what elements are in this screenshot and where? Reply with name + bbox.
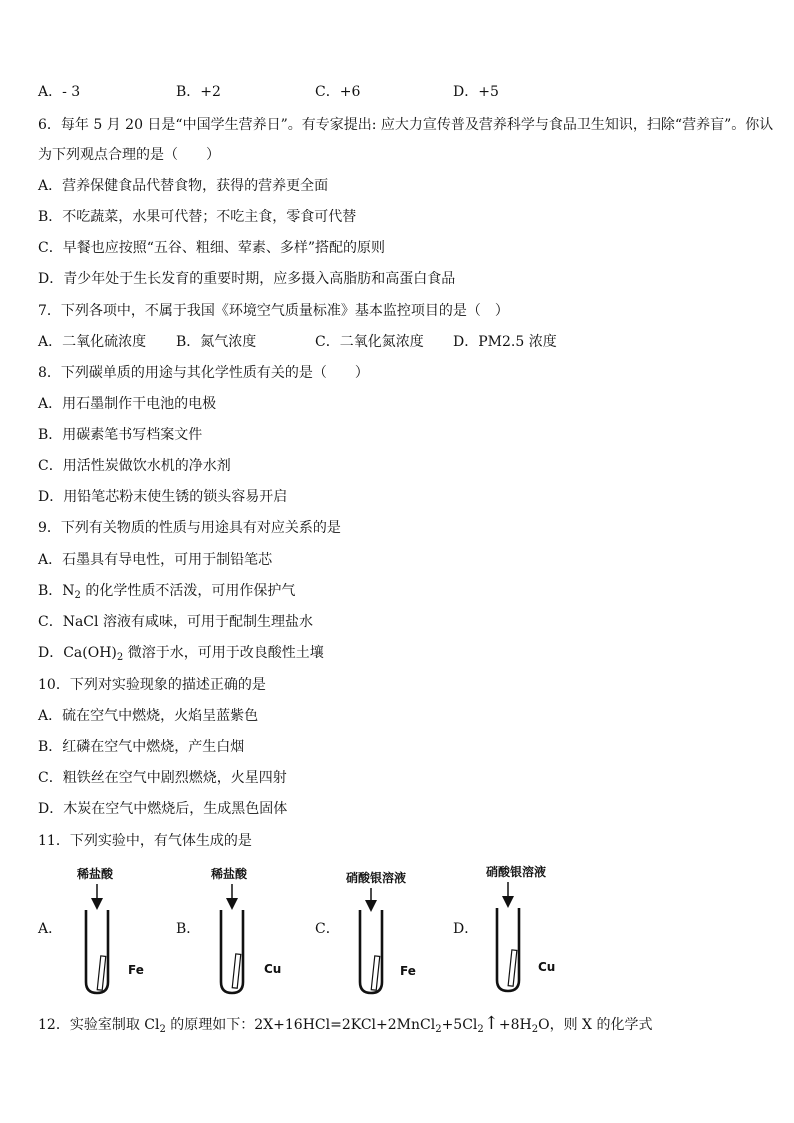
q5-option-c: C．+6 (315, 84, 361, 100)
q8-option-b: B．用碳素笔书写档案文件 (38, 427, 203, 443)
q11-stem: 11．下列实验中，有气体生成的是 (38, 833, 252, 849)
q6-option-c: C．早餐也应按照“五谷、粗细、荤素、多样”搭配的原则 (38, 240, 386, 256)
metal-strip-a (97, 956, 106, 990)
q11-panel-c (345, 870, 416, 993)
metal-strip-d (508, 950, 517, 986)
q5-option-d: D．+5 (453, 84, 499, 100)
q10-option-d: D．木炭在空气中燃烧后，生成黑色固体 (38, 801, 288, 817)
q11-panel-a-metal: Fe (128, 963, 144, 977)
q10-stem: 10．下列对实验现象的描述正确的是 (38, 677, 266, 693)
q11-panel-d (485, 864, 555, 991)
q9-stem: 9．下列有关物质的性质与用途具有对应关系的是 (38, 520, 341, 536)
q7-option-d: D．PM2.5 浓度 (453, 334, 557, 350)
q11-panel-b-metal: Cu (264, 962, 282, 976)
q7-stem: 7．下列各项中，不属于我国《环境空气质量标准》基本监控项目的是（ ） (38, 303, 509, 319)
q11-panel-c-reagent: 硝酸银溶液 (346, 871, 407, 885)
q11-panel-c-metal: Fe (400, 964, 416, 978)
q11-option-c-letter: C． (315, 921, 340, 937)
q6-option-d: D．青少年处于生长发育的重要时期，应多摄入高脂肪和高蛋白食品 (38, 271, 456, 287)
q10-option-b: B．红磷在空气中燃烧，产生白烟 (38, 739, 245, 755)
test-tube-d (497, 908, 519, 991)
q11-option-a-letter: A． (38, 921, 63, 937)
q8-option-a: A．用石墨制作干电池的电极 (38, 396, 217, 412)
q8-option-d: D．用铅笔芯粉末使生锈的锁头容易开启 (38, 489, 288, 505)
q7-option-c: C．二氧化氮浓度 (315, 334, 424, 350)
q11-option-d-letter: D． (453, 921, 479, 937)
q6-stem-line1: 6．每年 5 月 20 日是“中国学生营养日”。有专家提出: 应大力宣传普及营养科学与食品卫生知识，扫除“营养盲”。你认 (38, 117, 774, 133)
test-tube-a (86, 910, 108, 993)
q10-option-c: C．粗铁丝在空气中剧烈燃烧，火星四射 (38, 770, 287, 786)
q11-option-b-letter: B． (176, 921, 201, 937)
q9-option-a: A．石墨具有导电性，可用于制铅笔芯 (38, 552, 273, 568)
q11-experiment-diagram (0, 860, 794, 1000)
q9-option-b: B．$N_2$ 的化学性质不活泼，可用作保护气 (38, 583, 296, 601)
q7-option-a: A．二氧化硫浓度 (38, 334, 147, 350)
q10-option-a: A．硫在空气中燃烧，火焰呈蓝紫色 (38, 708, 259, 724)
q9-option-c: C．NaCl 溶液有咸味，可用于配制生理盐水 (38, 614, 313, 630)
metal-strip-c (371, 956, 380, 990)
test-tube-c (360, 910, 382, 993)
q12-stem: 12．实验室制取 $Cl_2$ 的原理如下：$2X+16HCl=2KCl+2MnCl_2+5Cl_2↑+8H_2O$，则 X 的化学式 (38, 1013, 653, 1035)
q6-option-a: A．营养保健食品代替食物，获得的营养更全面 (38, 178, 329, 194)
q11-panel-b (210, 866, 281, 993)
q8-stem: 8．下列碳单质的用途与其化学性质有关的是（ ） (38, 365, 369, 381)
q7-option-b: B．氮气浓度 (176, 334, 257, 350)
q11-panel-d-metal: Cu (538, 960, 556, 974)
q5-option-b: B．+2 (176, 84, 221, 100)
test-tube-b (221, 910, 243, 993)
q6-option-b: B．不吃蔬菜，水果可代替；不吃主食，零食可代替 (38, 209, 357, 225)
q11-panel-a (76, 866, 144, 993)
q11-panel-b-reagent: 稀盐酸 (211, 867, 248, 881)
metal-strip-b (232, 954, 241, 988)
q9-option-d: D．$Ca(OH)_2$ 微溶于水，可用于改良酸性土壤 (38, 645, 324, 663)
q11-panel-d-reagent: 硝酸银溶液 (486, 865, 547, 879)
q11-panel-a-reagent: 稀盐酸 (77, 867, 114, 881)
q8-option-c: C．用活性炭做饮水机的净水剂 (38, 458, 231, 474)
q6-stem-line2: 为下列观点合理的是（ ） (38, 147, 220, 163)
q5-option-a: A．- 3 (38, 84, 81, 100)
